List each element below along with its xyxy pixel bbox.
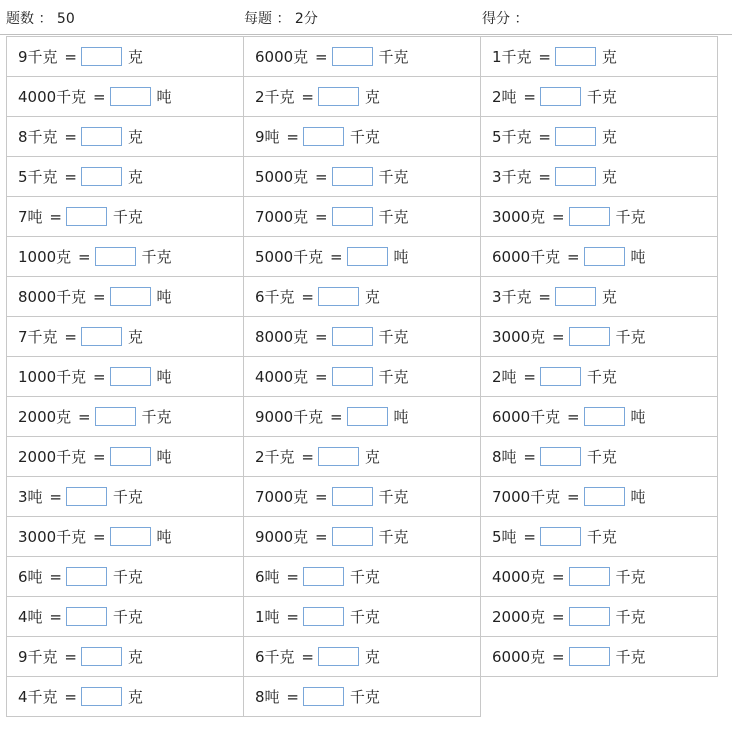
answer-input[interactable] — [569, 607, 610, 626]
exercise-cell — [7, 477, 244, 517]
exercise-cell — [7, 357, 244, 397]
answer-unit: 克 — [127, 648, 143, 666]
exercise-row — [7, 77, 718, 117]
answer-input[interactable] — [110, 287, 151, 306]
exercise-cell — [244, 197, 481, 237]
exercise-cell — [244, 397, 481, 437]
question-text: 8000克 — [255, 328, 309, 346]
answer-unit: 千克 — [378, 168, 409, 186]
answer-unit: 吨 — [156, 368, 172, 386]
exercise-cell — [244, 437, 481, 477]
exercise-cell — [7, 517, 244, 557]
question-text: 6吨 — [18, 568, 43, 586]
question-text: 9千克 — [18, 648, 58, 666]
equals-sign: = — [49, 208, 62, 226]
question-text: 8千克 — [18, 128, 58, 146]
equals-sign: = — [566, 488, 580, 506]
exercise-cell — [244, 557, 481, 597]
answer-input[interactable] — [318, 87, 359, 106]
equals-sign: = — [64, 328, 77, 346]
question-text: 4000千克 — [18, 88, 87, 106]
score-label: 得分 ： — [482, 11, 529, 27]
exercise-cell — [7, 557, 244, 597]
answer-input[interactable] — [303, 687, 344, 706]
equals-sign: = — [92, 448, 106, 466]
answer-input[interactable] — [555, 47, 596, 66]
exercise-cell — [481, 37, 718, 77]
answer-input[interactable] — [540, 447, 581, 466]
question-text: 9千克 — [18, 48, 58, 66]
worksheet-header — [0, 0, 732, 35]
answer-unit: 千克 — [378, 488, 409, 506]
answer-unit: 千克 — [349, 608, 380, 626]
exercise-cell — [7, 397, 244, 437]
question-text: 5吨 — [492, 528, 517, 546]
answer-unit: 克 — [127, 328, 143, 346]
answer-unit: 克 — [127, 128, 143, 146]
answer-unit: 吨 — [630, 248, 646, 266]
exercise-row — [7, 397, 718, 437]
answer-unit: 千克 — [615, 648, 646, 666]
question-text: 2000克 — [18, 408, 72, 426]
answer-unit: 千克 — [378, 368, 409, 386]
equals-sign: = — [49, 608, 62, 626]
exercise-cell — [7, 437, 244, 477]
equals-sign: = — [523, 528, 536, 546]
answer-input[interactable] — [569, 207, 610, 226]
answer-unit: 吨 — [156, 448, 172, 466]
question-text: 2千克 — [255, 448, 295, 466]
exercise-row — [7, 117, 718, 157]
exercise-row — [7, 197, 718, 237]
answer-input[interactable] — [318, 447, 359, 466]
answer-unit: 吨 — [630, 488, 646, 506]
exercise-cell — [481, 277, 718, 317]
question-text: 9000千克 — [255, 408, 324, 426]
answer-unit: 克 — [601, 48, 617, 66]
answer-input[interactable] — [110, 87, 151, 106]
answer-unit: 千克 — [586, 368, 617, 386]
exercise-row — [7, 477, 718, 517]
exercise-cell — [481, 237, 718, 277]
exercise-row — [7, 277, 718, 317]
answer-input[interactable] — [303, 127, 344, 146]
exercise-cell — [244, 237, 481, 277]
equals-sign: = — [77, 408, 91, 426]
question-text: 3吨 — [18, 488, 43, 506]
answer-unit: 克 — [127, 48, 143, 66]
question-text: 6千克 — [255, 648, 295, 666]
answer-input[interactable] — [332, 47, 373, 66]
answer-input[interactable] — [303, 607, 344, 626]
equals-sign: = — [92, 288, 106, 306]
exercise-cell — [7, 277, 244, 317]
answer-unit: 千克 — [615, 608, 646, 626]
question-text: 2吨 — [492, 368, 517, 386]
question-text: 6千克 — [255, 288, 295, 306]
question-text: 5千克 — [492, 128, 532, 146]
equals-sign: = — [538, 168, 551, 186]
question-text: 4吨 — [18, 608, 43, 626]
answer-unit: 千克 — [615, 568, 646, 586]
equals-sign: = — [49, 568, 62, 586]
exercise-cell — [7, 117, 244, 157]
answer-input[interactable] — [81, 127, 122, 146]
answer-input[interactable] — [81, 327, 122, 346]
question-text: 1千克 — [492, 48, 532, 66]
answer-input[interactable] — [332, 327, 373, 346]
equals-sign: = — [551, 568, 565, 586]
question-text: 4000克 — [492, 568, 546, 586]
answer-unit: 千克 — [112, 488, 143, 506]
answer-input[interactable] — [81, 47, 122, 66]
equals-sign: = — [286, 128, 299, 146]
answer-input[interactable] — [81, 647, 122, 666]
answer-unit: 千克 — [586, 88, 617, 106]
question-text: 6000千克 — [492, 408, 561, 426]
answer-input[interactable] — [540, 87, 581, 106]
answer-input[interactable] — [110, 447, 151, 466]
question-text: 6吨 — [255, 568, 280, 586]
question-text: 6000克 — [255, 48, 309, 66]
question-text: 4千克 — [18, 688, 58, 706]
equals-sign: = — [523, 368, 536, 386]
answer-input[interactable] — [347, 247, 388, 266]
equals-sign: = — [314, 168, 328, 186]
equals-sign: = — [551, 208, 565, 226]
equals-sign: = — [523, 448, 536, 466]
equals-sign: = — [329, 408, 343, 426]
answer-unit: 千克 — [141, 408, 172, 426]
answer-unit: 千克 — [615, 328, 646, 346]
answer-unit: 千克 — [141, 248, 172, 266]
answer-input[interactable] — [569, 567, 610, 586]
answer-input[interactable] — [81, 167, 122, 186]
answer-input[interactable] — [303, 567, 344, 586]
equals-sign: = — [77, 248, 91, 266]
exercise-cell — [244, 637, 481, 677]
question-text: 3000克 — [492, 208, 546, 226]
answer-input[interactable] — [110, 527, 151, 546]
question-text: 7千克 — [18, 328, 58, 346]
exercise-row — [7, 517, 718, 557]
equals-sign: = — [301, 448, 314, 466]
answer-unit: 吨 — [393, 248, 409, 266]
answer-unit: 克 — [601, 128, 617, 146]
answer-unit: 克 — [601, 288, 617, 306]
equals-sign: = — [64, 128, 77, 146]
question-text: 1吨 — [255, 608, 280, 626]
answer-input[interactable] — [332, 207, 373, 226]
answer-input[interactable] — [332, 527, 373, 546]
equals-sign: = — [551, 648, 565, 666]
equals-sign: = — [64, 648, 77, 666]
question-text: 8吨 — [492, 448, 517, 466]
equals-sign: = — [329, 248, 343, 266]
question-text: 2000千克 — [18, 448, 87, 466]
answer-input[interactable] — [66, 607, 107, 626]
question-text: 1000克 — [18, 248, 72, 266]
exercise-cell — [244, 677, 481, 717]
equals-sign: = — [301, 88, 314, 106]
exercise-cell — [7, 597, 244, 637]
exercise-cell — [244, 477, 481, 517]
question-text: 3千克 — [492, 288, 532, 306]
exercise-cell — [244, 277, 481, 317]
exercise-cell — [244, 117, 481, 157]
exercise-row — [7, 317, 718, 357]
answer-unit: 千克 — [349, 568, 380, 586]
answer-unit: 千克 — [378, 208, 409, 226]
equals-sign: = — [64, 688, 77, 706]
exercise-row — [7, 437, 718, 477]
exercise-cell — [244, 517, 481, 557]
equals-sign: = — [314, 48, 328, 66]
equals-sign: = — [286, 568, 299, 586]
answer-unit: 千克 — [112, 208, 143, 226]
answer-input[interactable] — [555, 127, 596, 146]
exercise-row — [7, 157, 718, 197]
equals-sign: = — [314, 368, 328, 386]
equals-sign: = — [301, 648, 314, 666]
answer-input[interactable] — [540, 527, 581, 546]
exercise-table — [6, 36, 718, 717]
equals-sign: = — [551, 328, 565, 346]
question-text: 5000克 — [255, 168, 309, 186]
answer-unit: 千克 — [112, 608, 143, 626]
answer-input[interactable] — [66, 207, 107, 226]
answer-unit: 克 — [601, 168, 617, 186]
equals-sign: = — [286, 608, 299, 626]
question-text: 7000千克 — [492, 488, 561, 506]
question-text: 9吨 — [255, 128, 280, 146]
answer-unit: 克 — [127, 688, 143, 706]
question-count: 题数 ： 50 — [6, 11, 75, 27]
question-text: 5千克 — [18, 168, 58, 186]
exercise-cell — [481, 397, 718, 437]
answer-unit: 克 — [364, 448, 380, 466]
exercise-cell — [481, 357, 718, 397]
exercise-cell — [7, 237, 244, 277]
answer-unit: 千克 — [349, 128, 380, 146]
equals-sign: = — [64, 168, 77, 186]
question-text: 7000克 — [255, 208, 309, 226]
answer-input[interactable] — [95, 247, 136, 266]
question-text: 2吨 — [492, 88, 517, 106]
equals-sign: = — [566, 248, 580, 266]
exercise-cell — [244, 77, 481, 117]
question-text: 5000千克 — [255, 248, 324, 266]
question-text: 3千克 — [492, 168, 532, 186]
question-text: 7000克 — [255, 488, 309, 506]
answer-input[interactable] — [584, 487, 625, 506]
answer-unit: 千克 — [378, 48, 409, 66]
exercise-cell — [481, 437, 718, 477]
exercise-cell — [481, 637, 718, 677]
answer-unit: 千克 — [378, 528, 409, 546]
answer-unit: 吨 — [156, 288, 172, 306]
equals-sign: = — [314, 488, 328, 506]
exercise-row — [7, 677, 718, 717]
equals-sign: = — [64, 48, 77, 66]
exercise-cell — [481, 557, 718, 597]
answer-input[interactable] — [555, 287, 596, 306]
answer-input[interactable] — [555, 167, 596, 186]
exercise-row — [7, 37, 718, 77]
answer-input[interactable] — [332, 487, 373, 506]
equals-sign: = — [49, 488, 62, 506]
answer-input[interactable] — [318, 287, 359, 306]
equals-sign: = — [314, 208, 328, 226]
points-per-question: 每题 ： 2分 — [244, 11, 318, 27]
exercise-cell — [481, 597, 718, 637]
exercise-cell — [244, 37, 481, 77]
equals-sign: = — [538, 48, 551, 66]
exercise-row — [7, 357, 718, 397]
exercise-cell — [244, 597, 481, 637]
exercise-row — [7, 637, 718, 677]
answer-input[interactable] — [347, 407, 388, 426]
question-text: 8000千克 — [18, 288, 87, 306]
answer-input[interactable] — [81, 687, 122, 706]
question-text: 3000克 — [492, 328, 546, 346]
answer-unit: 克 — [127, 168, 143, 186]
answer-unit: 千克 — [586, 528, 617, 546]
exercise-cell — [7, 157, 244, 197]
question-text: 9000克 — [255, 528, 309, 546]
answer-input[interactable] — [332, 167, 373, 186]
answer-input[interactable] — [318, 647, 359, 666]
exercise-cell — [481, 197, 718, 237]
equals-sign: = — [314, 528, 328, 546]
answer-input[interactable] — [66, 487, 107, 506]
answer-input[interactable] — [584, 247, 625, 266]
answer-unit: 千克 — [378, 328, 409, 346]
answer-unit: 吨 — [630, 408, 646, 426]
question-text: 2000克 — [492, 608, 546, 626]
exercise-row — [7, 597, 718, 637]
empty-cell — [481, 677, 718, 717]
question-text: 4000克 — [255, 368, 309, 386]
exercise-cell — [481, 517, 718, 557]
answer-unit: 克 — [364, 88, 380, 106]
exercise-cell — [481, 117, 718, 157]
exercise-row — [7, 237, 718, 277]
answer-input[interactable] — [66, 567, 107, 586]
equals-sign: = — [92, 368, 106, 386]
answer-input[interactable] — [569, 647, 610, 666]
equals-sign: = — [286, 688, 299, 706]
answer-unit: 吨 — [156, 88, 172, 106]
equals-sign: = — [538, 288, 551, 306]
answer-input[interactable] — [110, 367, 151, 386]
question-text: 8吨 — [255, 688, 280, 706]
exercise-cell — [7, 317, 244, 357]
answer-unit: 千克 — [615, 208, 646, 226]
exercise-cell — [7, 637, 244, 677]
equals-sign: = — [566, 408, 580, 426]
exercise-cell — [244, 157, 481, 197]
equals-sign: = — [92, 528, 106, 546]
answer-input[interactable] — [332, 367, 373, 386]
answer-unit: 克 — [364, 288, 380, 306]
answer-input[interactable] — [95, 407, 136, 426]
question-text: 1000千克 — [18, 368, 87, 386]
answer-unit: 吨 — [156, 528, 172, 546]
exercise-cell — [481, 157, 718, 197]
exercise-cell — [244, 317, 481, 357]
equals-sign: = — [301, 288, 314, 306]
exercise-cell — [7, 37, 244, 77]
answer-unit: 千克 — [349, 688, 380, 706]
question-text: 2千克 — [255, 88, 295, 106]
answer-input[interactable] — [584, 407, 625, 426]
answer-input[interactable] — [569, 327, 610, 346]
equals-sign: = — [523, 88, 536, 106]
answer-input[interactable] — [540, 367, 581, 386]
exercise-cell — [7, 77, 244, 117]
question-text: 6000千克 — [492, 248, 561, 266]
question-text: 6000克 — [492, 648, 546, 666]
question-text: 7吨 — [18, 208, 43, 226]
equals-sign: = — [314, 328, 328, 346]
exercise-row — [7, 557, 718, 597]
exercise-cell — [481, 317, 718, 357]
exercise-cell — [244, 357, 481, 397]
answer-unit: 克 — [364, 648, 380, 666]
equals-sign: = — [551, 608, 565, 626]
question-text: 3000千克 — [18, 528, 87, 546]
exercise-cell — [7, 677, 244, 717]
answer-unit: 吨 — [393, 408, 409, 426]
equals-sign: = — [538, 128, 551, 146]
answer-unit: 千克 — [586, 448, 617, 466]
exercise-cell — [481, 477, 718, 517]
exercise-cell — [7, 197, 244, 237]
equals-sign: = — [92, 88, 106, 106]
answer-unit: 千克 — [112, 568, 143, 586]
exercise-cell — [481, 77, 718, 117]
